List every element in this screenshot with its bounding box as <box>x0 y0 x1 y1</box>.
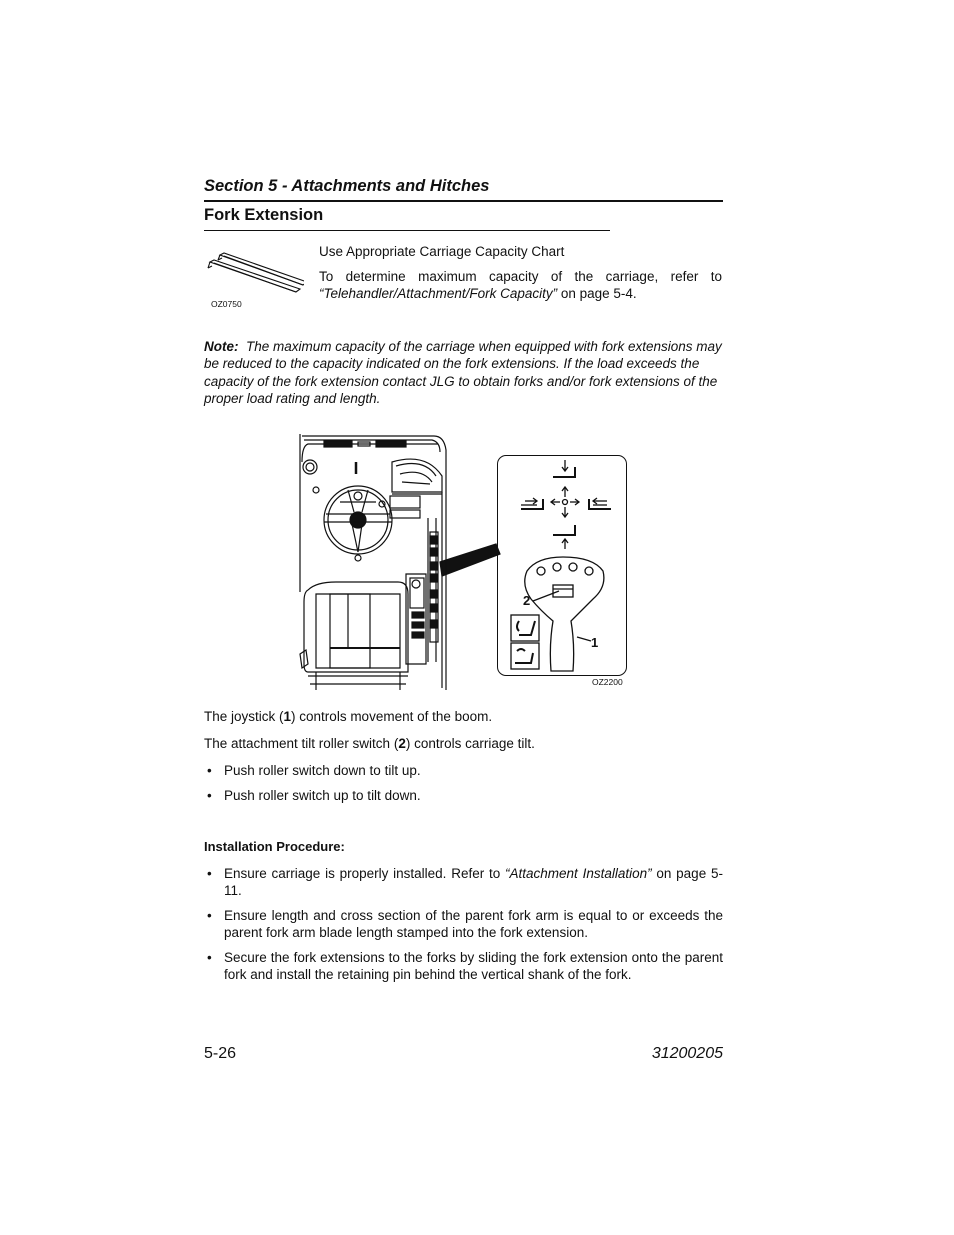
joystick-text-start: The joystick ( <box>204 709 284 724</box>
roller-callout-ref: 2 <box>398 736 406 751</box>
joystick-illustration <box>497 455 627 676</box>
fork-extension-illustration <box>204 252 304 300</box>
capacity-text-start: To determine maximum capacity of the carriage, refer to <box>319 269 722 284</box>
bullet-dot: • <box>207 908 212 923</box>
callout-2: 2 <box>523 593 531 608</box>
note-label: Note: <box>204 339 239 354</box>
bullet-item <box>207 762 723 779</box>
bullet-text: Push roller switch down to tilt up. <box>224 763 421 778</box>
step1-text-end: on page 5-11. <box>224 866 723 898</box>
bullet-text <box>224 865 723 899</box>
bullet-item <box>207 907 723 941</box>
note-text: The maximum capacity of the carriage when equipped with fork extensions may be reduced to the capacity indicated on the fork extensions. If the load exceeds the capacity of the fork extension contact JLG to obtain forks and/or fork extensions of the proper load rating and length. <box>204 339 722 406</box>
capacity-paragraph <box>319 268 722 302</box>
bullet-item <box>207 949 723 983</box>
note-paragraph <box>204 338 724 407</box>
cab-interior-illustration <box>296 432 501 690</box>
bullet-dot: • <box>207 950 212 965</box>
joystick-callout-ref: 1 <box>283 709 292 724</box>
document-number: 31200205 <box>651 1045 723 1062</box>
roller-text-start: The attachment tilt roller switch ( <box>204 736 399 751</box>
joystick-text-end: ) controls movement of the boom. <box>291 709 493 724</box>
capacity-text-end: on page 5-4. <box>557 286 637 301</box>
capacity-reference: “Telehandler/Attachment/Fork Capacity” <box>319 286 558 301</box>
bullet-text: Ensure length and cross section of the parent fork arm is equal to or exceeds the parent fork arm blade length stamped into the fork extension. <box>224 908 723 940</box>
step1-text-start: Ensure carriage is properly installed. Refer to <box>224 866 506 881</box>
bullet-item <box>207 787 723 804</box>
section-title: Section 5 - Attachments and Hitches <box>204 177 490 195</box>
callout-1: 1 <box>591 635 599 650</box>
section-rule <box>204 200 723 202</box>
page-number: 5-26 <box>204 1045 237 1062</box>
roller-description <box>204 735 535 752</box>
page-heading: Fork Extension <box>204 206 324 224</box>
installation-heading: Installation Procedure: <box>204 839 345 854</box>
bullet-dot: • <box>207 763 212 778</box>
bullet-dot: • <box>207 788 212 803</box>
bullet-item <box>207 865 723 899</box>
figure-code: OZ2200 <box>592 677 623 687</box>
heading-rule <box>204 230 610 231</box>
figure-code: OZ0750 <box>211 299 242 309</box>
bullet-text: Push roller switch up to tilt down. <box>224 788 421 803</box>
roller-text-end: ) controls carriage tilt. <box>405 736 535 751</box>
joystick-description <box>204 708 492 725</box>
capacity-chart-title: Use Appropriate Carriage Capacity Chart <box>319 244 565 259</box>
step1-reference: “Attachment Installation” <box>505 866 652 881</box>
bullet-text: Secure the fork extensions to the forks by sliding the fork extension onto the parent fork and install the retaining pin behind the vertical shank of the fork. <box>224 950 723 982</box>
bullet-dot: • <box>207 866 212 881</box>
